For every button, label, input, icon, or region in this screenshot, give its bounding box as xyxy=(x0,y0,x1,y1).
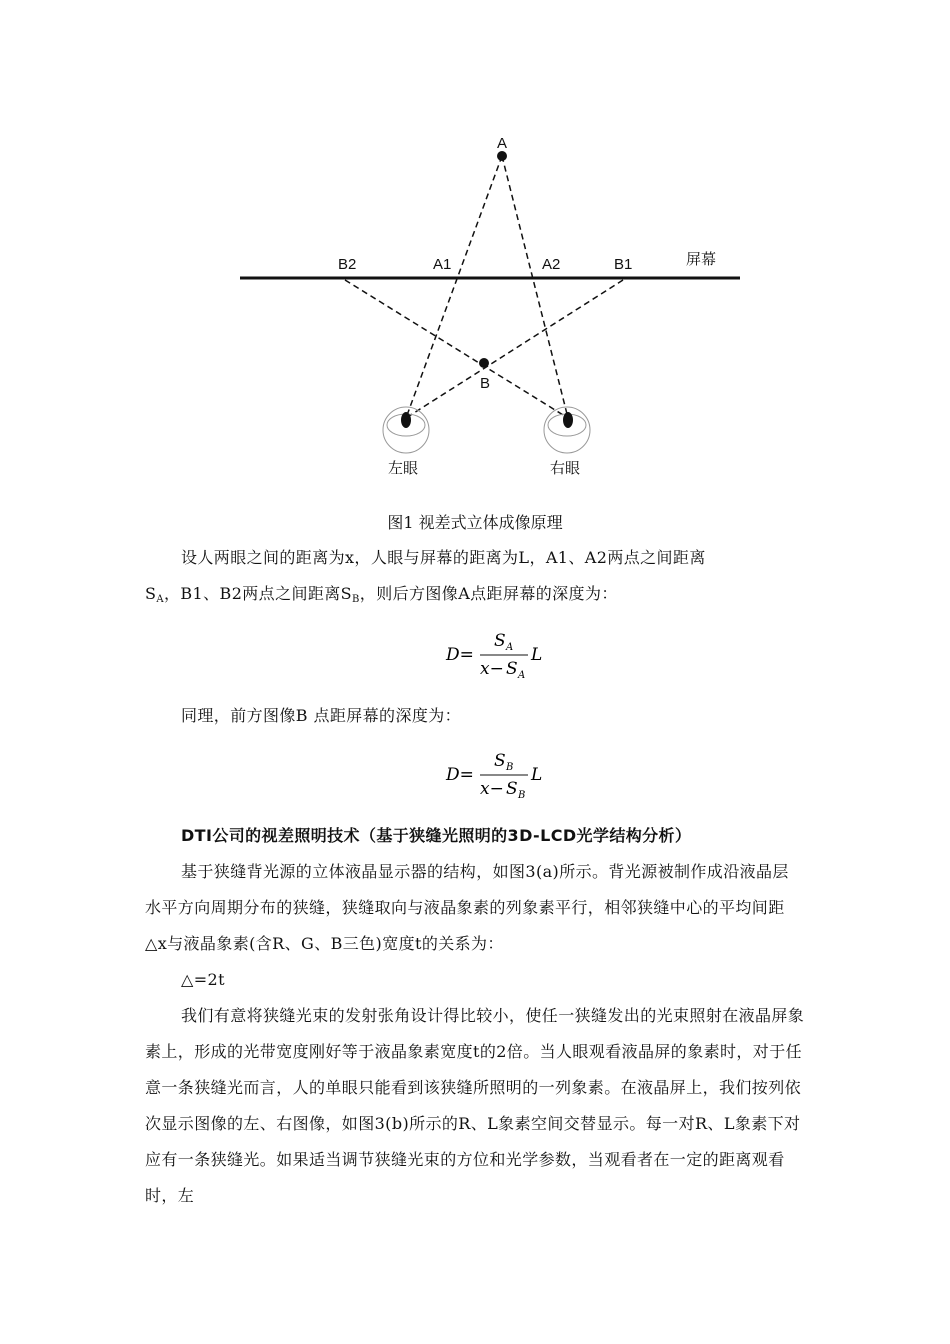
eq-a-rhs: L xyxy=(531,645,543,665)
paragraph-slit-design: 我们有意将狭缝光束的发射张角设计得比较小，使任一狭缝发出的光束照射在液晶屏象素上，形成的光带宽度刚好等于液晶象素宽度t的2倍。当人眼观看液晶屏的象素时，对于任意一条狭缝光而言，人的单眼只能看到该狭缝所照明的一列象素。在液晶屏上，我们按列依次显示图像的左、右图像，如图3(b)所示的R、L象素空间交替显示。每一对R、L象素下对应有一条狭缝光。如果适当调节狭缝光束的方位和光学参数，当观看者在一定的距离观看时，左 xyxy=(145,1006,805,1205)
label-a2: A2 xyxy=(542,256,561,273)
eq-a-den-sub: A xyxy=(518,670,526,681)
paragraph-line: 设人两眼之间的距离为x，人眼与屏幕的距离为L，A1、A2两点之间距离 xyxy=(181,548,706,567)
eq-a-lhs: D= xyxy=(446,645,474,665)
label-b: B xyxy=(480,375,491,392)
eq-b-den-pre: x− xyxy=(480,779,504,799)
equation-depth-a xyxy=(0,620,950,690)
point-b xyxy=(479,358,489,368)
equation-depth-b xyxy=(0,740,950,810)
right-eye-icon xyxy=(544,407,590,453)
label-a: A xyxy=(497,135,508,152)
section-heading: DTI公司的视差照明技术（基于狭缝光照明的3D-LCD光学结构分析） xyxy=(181,826,692,845)
eq-a-num-sub: A xyxy=(506,642,514,653)
ray-b1-left-eye xyxy=(406,280,623,418)
label-left-eye: 左眼 xyxy=(388,460,419,477)
label-screen: 屏幕 xyxy=(686,251,717,268)
label-b2: B2 xyxy=(338,256,357,273)
eq-b-den-var: S xyxy=(506,779,518,799)
ray-b2-right-eye xyxy=(345,280,568,418)
paragraph-slit-backlight: 基于狭缝背光源的立体液晶显示器的结构，如图3(a)所示。背光源被制作成沿液晶层水平方向周期分布的狭缝，狭缝取向与液晶象素的列象素平行，相邻狭缝中心的平均间距△x与液晶象素(含R、G、B三色)宽度t的关系为： xyxy=(145,862,789,953)
paragraph-line: $S_A$，B1、B2两点之间距离$S_B$，则后方图像A点距屏幕的深度为： xyxy=(145,584,618,605)
eq-a-num-var: S xyxy=(494,631,506,651)
ray-a-right-eye xyxy=(502,156,568,418)
eq-a-den-var: S xyxy=(506,659,518,679)
figure-caption: 图1 视差式立体成像原理 xyxy=(387,513,563,532)
label-a1: A1 xyxy=(433,256,452,273)
eq-b-rhs: L xyxy=(531,765,543,785)
paragraph-depth-a xyxy=(145,540,805,618)
eq-b-den-sub: B xyxy=(518,790,526,801)
eq-a-den-pre: x− xyxy=(480,659,504,679)
formula-delta: △=2t xyxy=(181,970,225,989)
eq-b-num-var: S xyxy=(494,751,506,771)
point-a xyxy=(497,151,507,161)
paragraph-depth-b: 同理，前方图像B 点距屏幕的深度为： xyxy=(181,706,462,725)
label-right-eye: 右眼 xyxy=(550,460,581,477)
label-b1: B1 xyxy=(614,256,633,273)
left-eye-icon xyxy=(383,407,429,453)
eq-b-lhs: D= xyxy=(446,765,474,785)
parallax-diagram xyxy=(0,0,950,500)
eq-b-num-sub: B xyxy=(506,762,514,773)
